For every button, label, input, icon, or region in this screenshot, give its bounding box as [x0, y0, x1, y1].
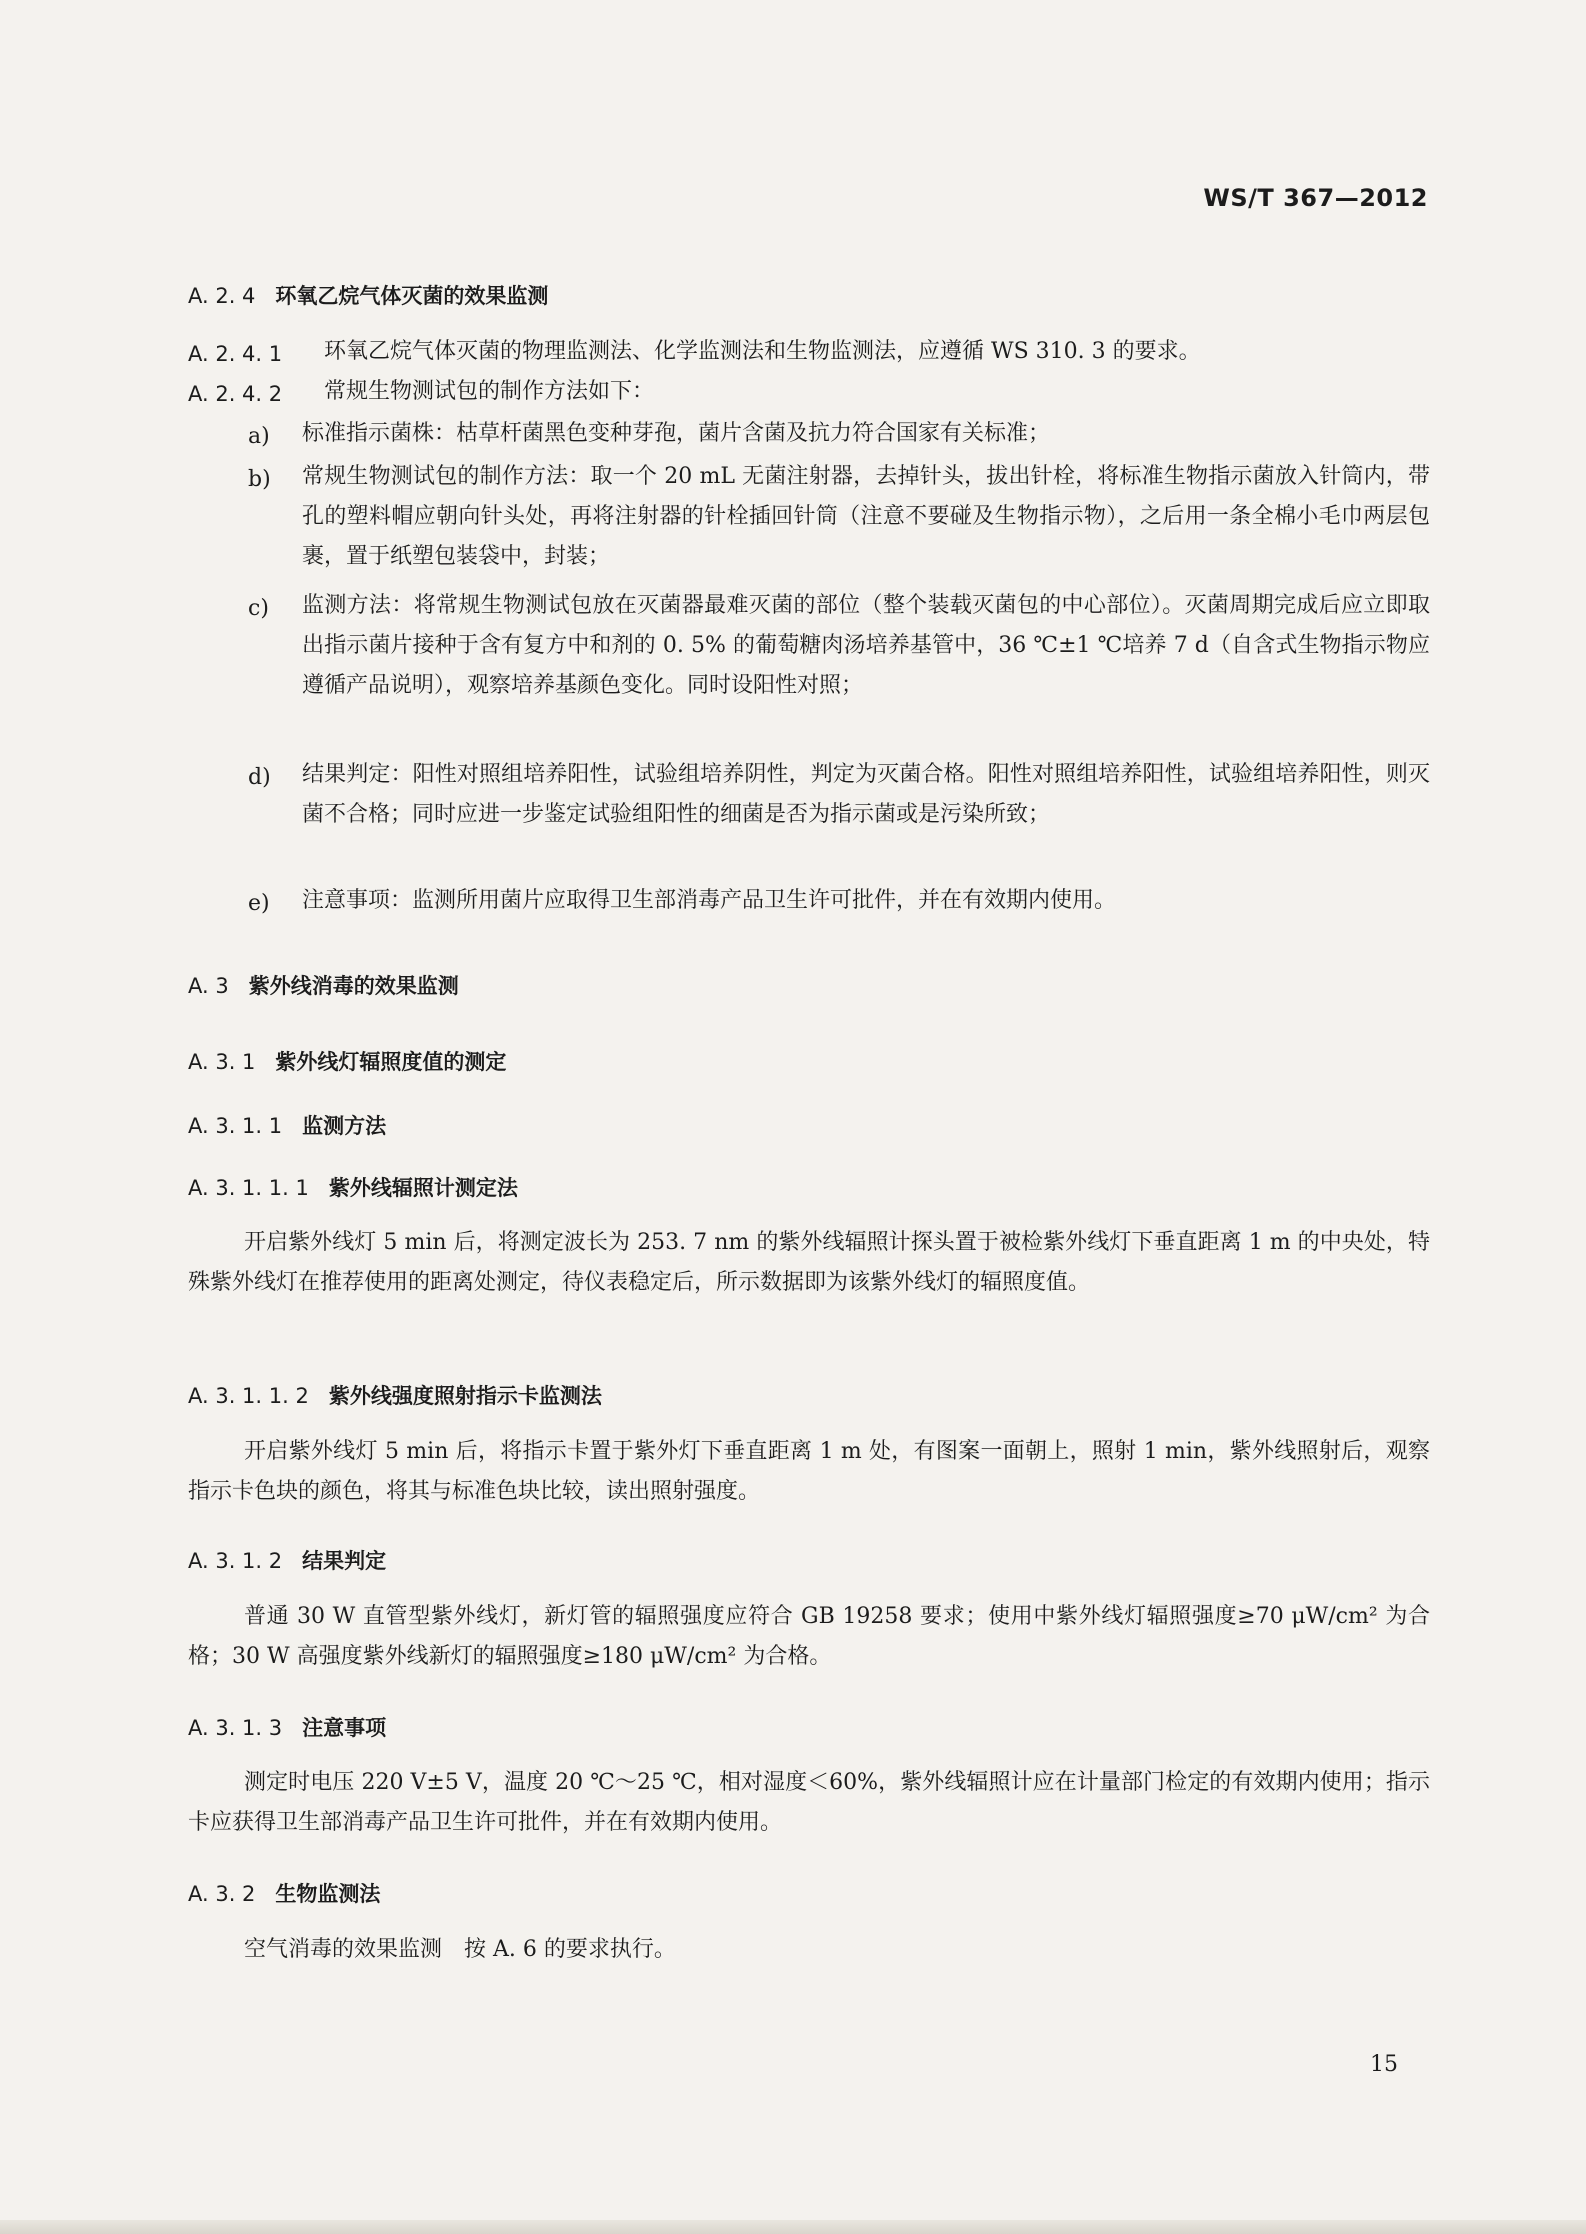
section-number: A. 3. 2 — [188, 1882, 256, 1906]
section-number: A. 3. 1. 3 — [188, 1716, 283, 1740]
clause-text-a-2-4-1: 环氧乙烷气体灭菌的物理监测法、化学监测法和生物监测法，应遵循 WS 310. 3 的要求。 — [324, 339, 1201, 364]
section-heading-a-2-4 — [188, 280, 548, 310]
section-heading-a-3-1-3 — [188, 1712, 386, 1742]
paragraph-a-3-1-1-1: 开启紫外线灯 5 min 后，将测定波长为 253. 7 nm 的紫外线辐照计探头置于被检紫外线灯下垂直距离 1 m 的中央处，特殊紫外线灯在推荐使用的距离处测定，待仪表稳定后，所示数据即为该紫外线灯的辐照度值。 — [188, 1230, 1430, 1295]
section-number: A. 2. 4 — [188, 284, 256, 308]
section-number: A. 3. 1 — [188, 1050, 256, 1074]
clause-number-a-2-4-2: A. 2. 4. 2 — [188, 382, 283, 406]
section-heading-a-3-1-2 — [188, 1545, 386, 1575]
page-edge — [0, 2220, 1586, 2234]
section-title: 生物监测法 — [275, 1882, 381, 1906]
section-heading-a-3 — [188, 970, 459, 1000]
section-heading-a-3-1-1-2 — [188, 1380, 602, 1410]
section-title: 注意事项 — [302, 1716, 387, 1740]
section-number: A. 3 — [188, 974, 229, 998]
paragraph-a-3-1-2: 普通 30 W 直管型紫外线灯，新灯管的辐照强度应符合 GB 19258 要求；使用中紫外线灯辐照强度≥70 μW/cm² 为合格；30 W 高强度紫外线新灯的辐照强度≥180 μW/cm² 为合格。 — [188, 1604, 1430, 1669]
list-item-b: 常规生物测试包的制作方法：取一个 20 mL 无菌注射器，去掉针头，拔出针栓，将标准生物指示菌放入针筒内，带孔的塑料帽应朝向针头处，再将注射器的针栓插回针筒（注意不要碰及生物指示物），之后用一条全棉小毛巾两层包裹，置于纸塑包装袋中，封装； — [302, 464, 1430, 569]
standard-code: WS/T 367—2012 — [1203, 184, 1428, 212]
section-heading-a-3-1 — [188, 1046, 506, 1076]
section-title: 监测方法 — [302, 1114, 387, 1138]
list-item-c: 监测方法：将常规生物测试包放在灭菌器最难灭菌的部位（整个装载灭菌包的中心部位）。灭菌周期完成后应立即取出指示菌片接种于含有复方中和剂的 0. 5% 的葡萄糖肉汤培养基管中，36 ℃±1 ℃培养 7 d（自含式生物指示物应遵循产品说明），观察培养基颜色变化。同时设阳性对照； — [302, 593, 1430, 698]
clause-text-a-2-4-2: 常规生物测试包的制作方法如下： — [324, 379, 655, 404]
paragraph-a-3-2: 空气消毒的效果监测 按 A. 6 的要求执行。 — [244, 1937, 676, 1962]
section-number: A. 3. 1. 2 — [188, 1549, 283, 1573]
section-title: 紫外线灯辐照度值的测定 — [275, 1050, 507, 1074]
section-heading-a-3-1-1-1 — [188, 1172, 518, 1202]
clause-number-a-2-4-1: A. 2. 4. 1 — [188, 342, 283, 366]
section-heading-a-3-2 — [188, 1878, 380, 1908]
list-item-e: 注意事项：监测所用菌片应取得卫生部消毒产品卫生许可批件，并在有效期内使用。 — [302, 888, 1117, 913]
list-label-e: e) — [248, 891, 270, 916]
list-label-d: d) — [248, 765, 271, 790]
section-title: 结果判定 — [302, 1549, 387, 1573]
section-title: 环氧乙烷气体灭菌的效果监测 — [275, 284, 549, 308]
section-number: A. 3. 1. 1. 1 — [188, 1176, 309, 1200]
section-title: 紫外线辐照计测定法 — [328, 1176, 518, 1200]
section-number: A. 3. 1. 1 — [188, 1114, 283, 1138]
list-label-b: b) — [248, 467, 271, 492]
list-label-a: a) — [248, 424, 270, 449]
paragraph-a-3-1-1-2: 开启紫外线灯 5 min 后，将指示卡置于紫外灯下垂直距离 1 m 处，有图案一面朝上，照射 1 min，紫外线照射后，观察指示卡色块的颜色，将其与标准色块比较，读出照射强度。 — [188, 1439, 1430, 1504]
section-heading-a-3-1-1 — [188, 1110, 386, 1140]
section-number: A. 3. 1. 1. 2 — [188, 1384, 309, 1408]
paragraph-a-3-1-3: 测定时电压 220 V±5 V，温度 20 ℃～25 ℃，相对湿度＜60%，紫外线辐照计应在计量部门检定的有效期内使用；指示卡应获得卫生部消毒产品卫生许可批件，并在有效期内使用。 — [188, 1770, 1430, 1835]
list-item-a: 标准指示菌株：枯草杆菌黑色变种芽孢，菌片含菌及抗力符合国家有关标准； — [302, 421, 1051, 446]
section-title: 紫外线消毒的效果监测 — [248, 974, 459, 998]
page-number: 15 — [1370, 2052, 1398, 2077]
section-title: 紫外线强度照射指示卡监测法 — [328, 1384, 602, 1408]
list-label-c: c) — [248, 596, 269, 621]
list-item-d: 结果判定：阳性对照组培养阳性，试验组培养阴性，判定为灭菌合格。阳性对照组培养阳性，试验组培养阳性，则灭菌不合格；同时应进一步鉴定试验组阳性的细菌是否为指示菌或是污染所致； — [302, 762, 1430, 827]
